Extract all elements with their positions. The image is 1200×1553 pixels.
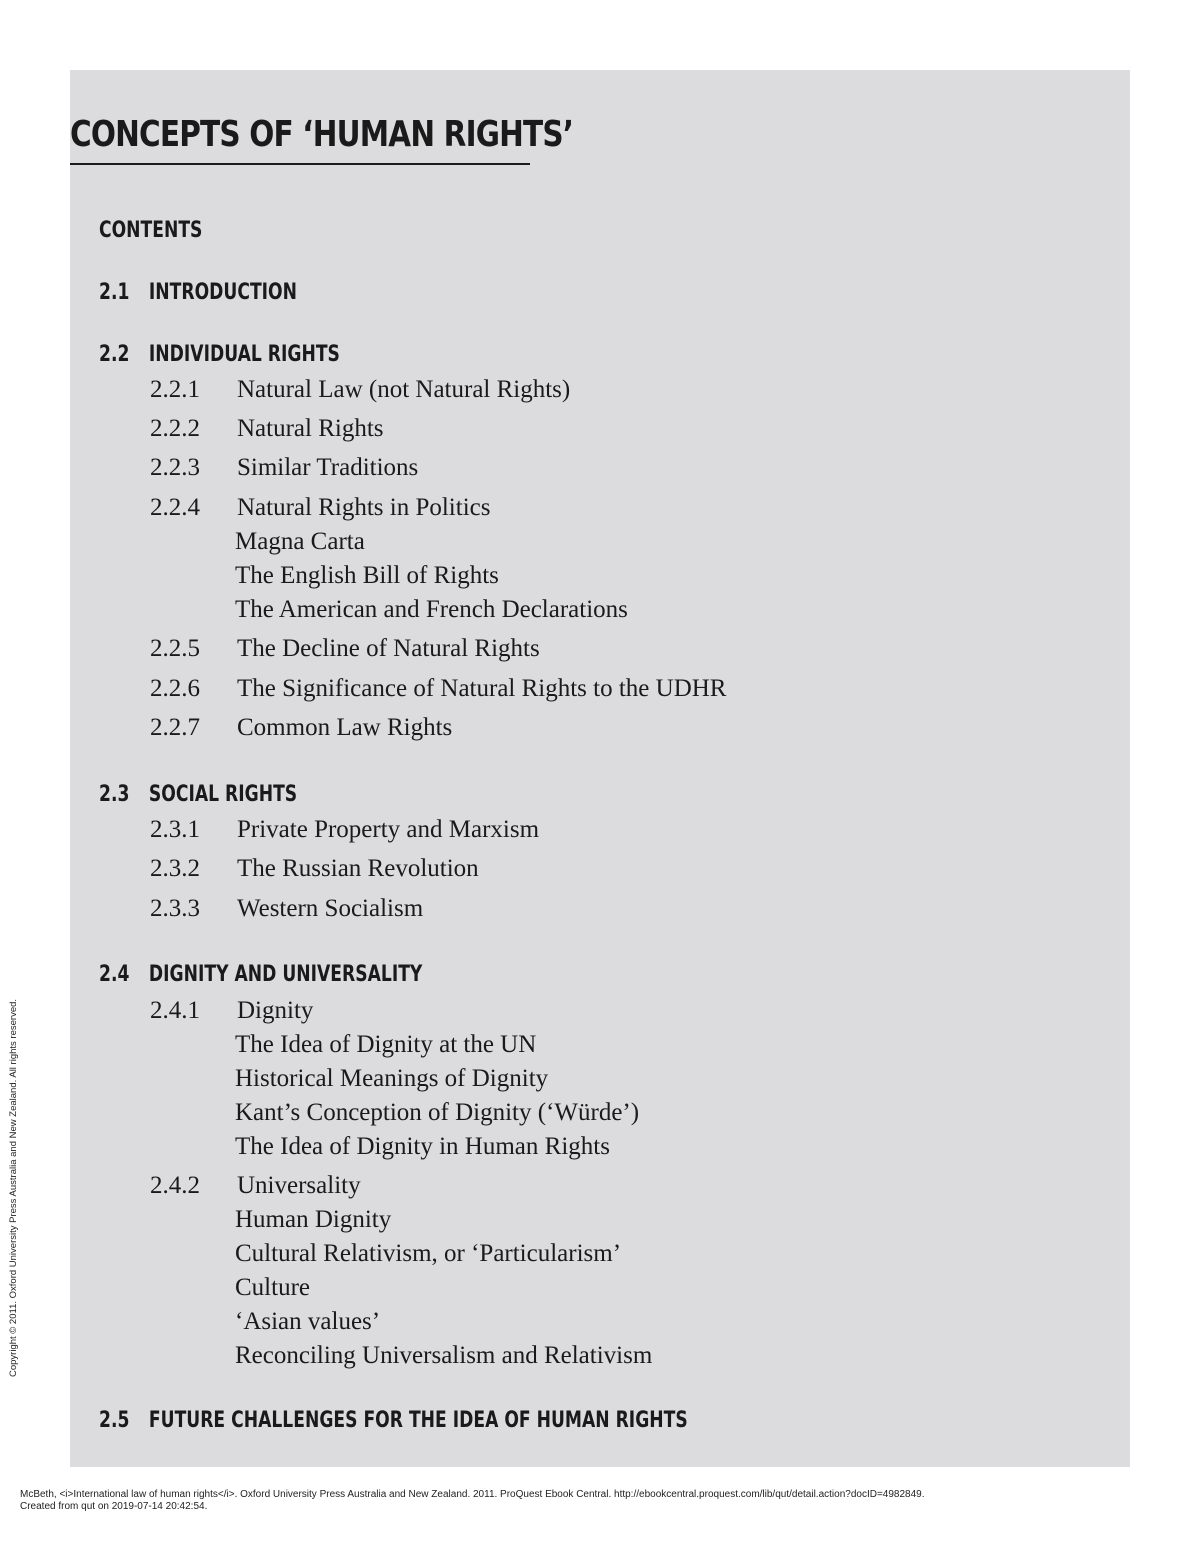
section-number: 2.4 <box>99 962 130 987</box>
section-number: 2.3 <box>99 782 130 807</box>
citation-line: McBeth, <i>International law of human rights</i>. Oxford University Press Australia and New Zealand. 2011. ProQuest Ebook Central. http://ebookcentral.proquest.com/lib/qut/detail.action?docID=4982849. <box>20 1489 925 1500</box>
entry-number: 2.4.2 <box>150 1172 200 1199</box>
chapter-title: CONCEPTS OF ‘HUMAN RIGHTS’ <box>70 114 574 155</box>
created-line: Created from qut on 2019-07-14 20:42:54. <box>20 1501 208 1512</box>
section-number: 2.2 <box>99 342 130 367</box>
section-title: INDIVIDUAL RIGHTS <box>148 342 340 367</box>
entry-title: Private Property and Marxism <box>237 816 540 843</box>
subentry: The Idea of Dignity at the UN <box>235 1031 537 1058</box>
subentry: Culture <box>235 1274 310 1301</box>
entry-number: 2.2.7 <box>150 714 200 741</box>
contents-heading: CONTENTS <box>99 218 203 243</box>
entry-title: The Significance of Natural Rights to the UDHR <box>237 675 727 702</box>
subentry: The American and French Declarations <box>235 596 628 623</box>
entry-number: 2.2.5 <box>150 635 200 662</box>
section-title: DIGNITY AND UNIVERSALITY <box>148 962 423 987</box>
entry-number: 2.3.2 <box>150 855 200 882</box>
entry-title: Natural Rights <box>237 415 384 442</box>
section-number: 2.5 <box>99 1408 130 1433</box>
entry-title: Common Law Rights <box>237 714 453 741</box>
entry-number: 2.4.1 <box>150 997 200 1024</box>
copyright-side-note: Copyright © 2011. Oxford University Press Australia and New Zealand. All rights reserved. <box>8 998 19 1377</box>
entry-title: Natural Law (not Natural Rights) <box>237 376 571 403</box>
entry-title: Western Socialism <box>237 895 424 922</box>
entry-title: The Russian Revolution <box>237 855 479 882</box>
section-2-1 <box>99 280 297 305</box>
entry-title: Dignity <box>237 997 314 1024</box>
section-2-2 <box>99 342 340 367</box>
section-title: SOCIAL RIGHTS <box>148 782 298 807</box>
entry-number: 2.3.3 <box>150 895 200 922</box>
section-2-4 <box>99 962 422 987</box>
entry-title: Similar Traditions <box>237 454 419 481</box>
entry-number: 2.2.1 <box>150 376 200 403</box>
entry-title: The Decline of Natural Rights <box>237 635 540 662</box>
entry-number: 2.2.3 <box>150 454 200 481</box>
citation-footer <box>20 1489 1180 1513</box>
entry-number: 2.2.2 <box>150 415 200 442</box>
section-title: INTRODUCTION <box>148 280 297 305</box>
section-2-5 <box>99 1408 688 1433</box>
section-title: FUTURE CHALLENGES FOR THE IDEA OF HUMAN RIGHTS <box>148 1408 688 1433</box>
subentry: ‘Asian values’ <box>235 1308 381 1335</box>
subentry: Magna Carta <box>235 528 365 555</box>
subentry: Reconciling Universalism and Relativism <box>235 1342 653 1369</box>
entry-title: Natural Rights in Politics <box>237 494 491 521</box>
entry-number: 2.3.1 <box>150 816 200 843</box>
entry-title: Universality <box>237 1172 361 1199</box>
entry-number: 2.2.4 <box>150 494 200 521</box>
section-2-3 <box>99 782 297 807</box>
title-underline <box>70 163 530 165</box>
subentry: The English Bill of Rights <box>235 562 499 589</box>
section-number: 2.1 <box>99 280 130 305</box>
subentry: Cultural Relativism, or ‘Particularism’ <box>235 1240 622 1267</box>
subentry: Human Dignity <box>235 1206 392 1233</box>
subentry: The Idea of Dignity in Human Rights <box>235 1133 610 1160</box>
subentry: Historical Meanings of Dignity <box>235 1065 549 1092</box>
subentry: Kant’s Conception of Dignity (‘Würde’) <box>235 1099 640 1126</box>
entry-number: 2.2.6 <box>150 675 200 702</box>
